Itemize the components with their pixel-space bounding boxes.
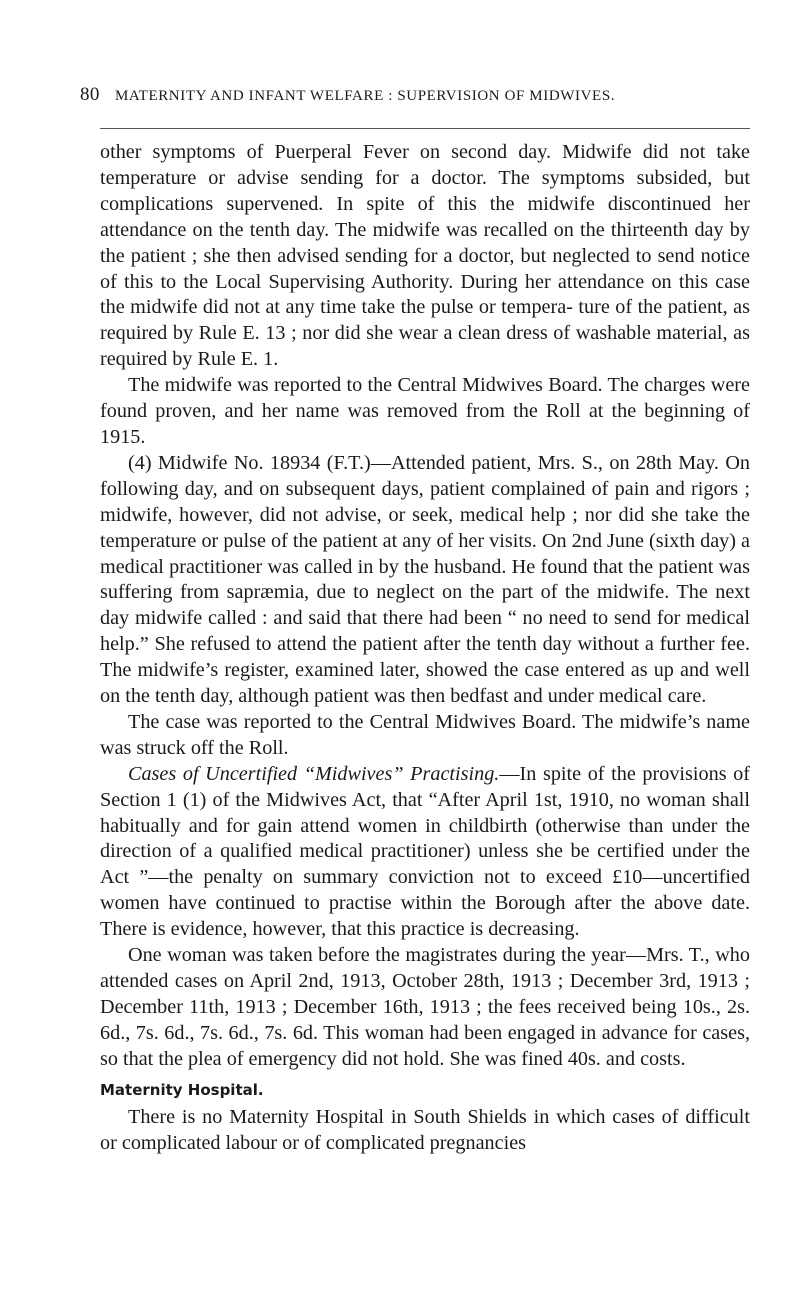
paragraph-continued: other symptoms of Puerperal Fever on second day. Midwife did not take temperature or advise sending for a doctor. The symptoms subsided, but complications supervened. In spite of this the midwife discontinued her attendance on the tenth day. The midwife was recalled on the thirteenth day by the patient ; she then advised sending for a doctor, but neglected to send notice of this to the Local Supervising Authority. During her attendance on this case the midwife did not at any time take the pulse or tempera- ture of the patient, as required by Rule E. 13 ; nor did she wear a clean dress of washable material, as required by Rule E. 1. (100, 141, 750, 371)
running-header (80, 84, 760, 106)
paragraph-magistrates: One woman was taken before the magistrates during the year—Mrs. T., who attended cases on April 2nd, 1913, October 28th, 1913 ; December 3rd, 1913 ; December 11th, 1913 ; December 16th, 1913 ; the fees received being 10s., 2s. 6d., 7s. 6d., 7s. 6d., 7s. 6d. This woman had been engaged in advance for cases, so that the plea of emergency did not hold. She was fined 40s. and costs. (100, 944, 750, 1070)
paragraph-board-report-2: The case was reported to the Central Midwives Board. The midwife’s name was struck off the Roll. (100, 710, 750, 759)
section-heading-maternity-hospital: Maternity Hospital. (100, 1080, 264, 1099)
paragraph-case-4: (4) Midwife No. 18934 (F.T.)—Attended patient, Mrs. S., on 28th May. On following day, and on subsequent days, patient complained of pain and rigors ; midwife, however, did not advise, or seek, medical help ; nor did she take the temperature or pulse of the patient at any of her visits. On 2nd June (sixth day) a medical practitioner was called in by the husband. He found that the patient was suffering from sapræmia, due to neglect on the part of the midwife. The next day midwife called : and said that there had been “ no need to send for medical help.” She refused to attend the patient after the tenth day without a further fee. The midwife’s register, examined later, showed the case entered as up and well on the tenth day, although patient was then bedfast and under medical care. (100, 451, 750, 708)
uncertified-subheading: Cases of Uncertified “Midwives” Practising. (128, 762, 500, 785)
paragraph-board-report-1: The midwife was reported to the Central Midwives Board. The charges were found proven, and her name was removed from the Roll at the beginning of 1915. (100, 374, 750, 448)
paragraph-maternity-hospital: There is no Maternity Hospital in South Shields in which cases of difficult or complicated labour or of complicated pregnancies (100, 1105, 750, 1154)
header-rule (100, 128, 750, 129)
paragraph-uncertified (100, 762, 750, 943)
body-text (100, 140, 750, 1156)
page-number: 80 (80, 84, 100, 105)
header-title: MATERNITY AND INFANT WELFARE : SUPERVISION OF MIDWIVES. (114, 88, 616, 104)
uncertified-text: —In spite of the provisions of Section 1 (1) of the Midwives Act, that “After April 1st, 1910, no woman shall habitually and for gain attend women in childbirth (otherwise than under the direction of a qualified medical practitioner) unless she be certified under the Act ”—the penalty on summary conviction not to exceed £10—uncertified women have continued to practise within the Borough after the above date. There is evidence, however, that this practice is decreasing. (100, 762, 750, 941)
